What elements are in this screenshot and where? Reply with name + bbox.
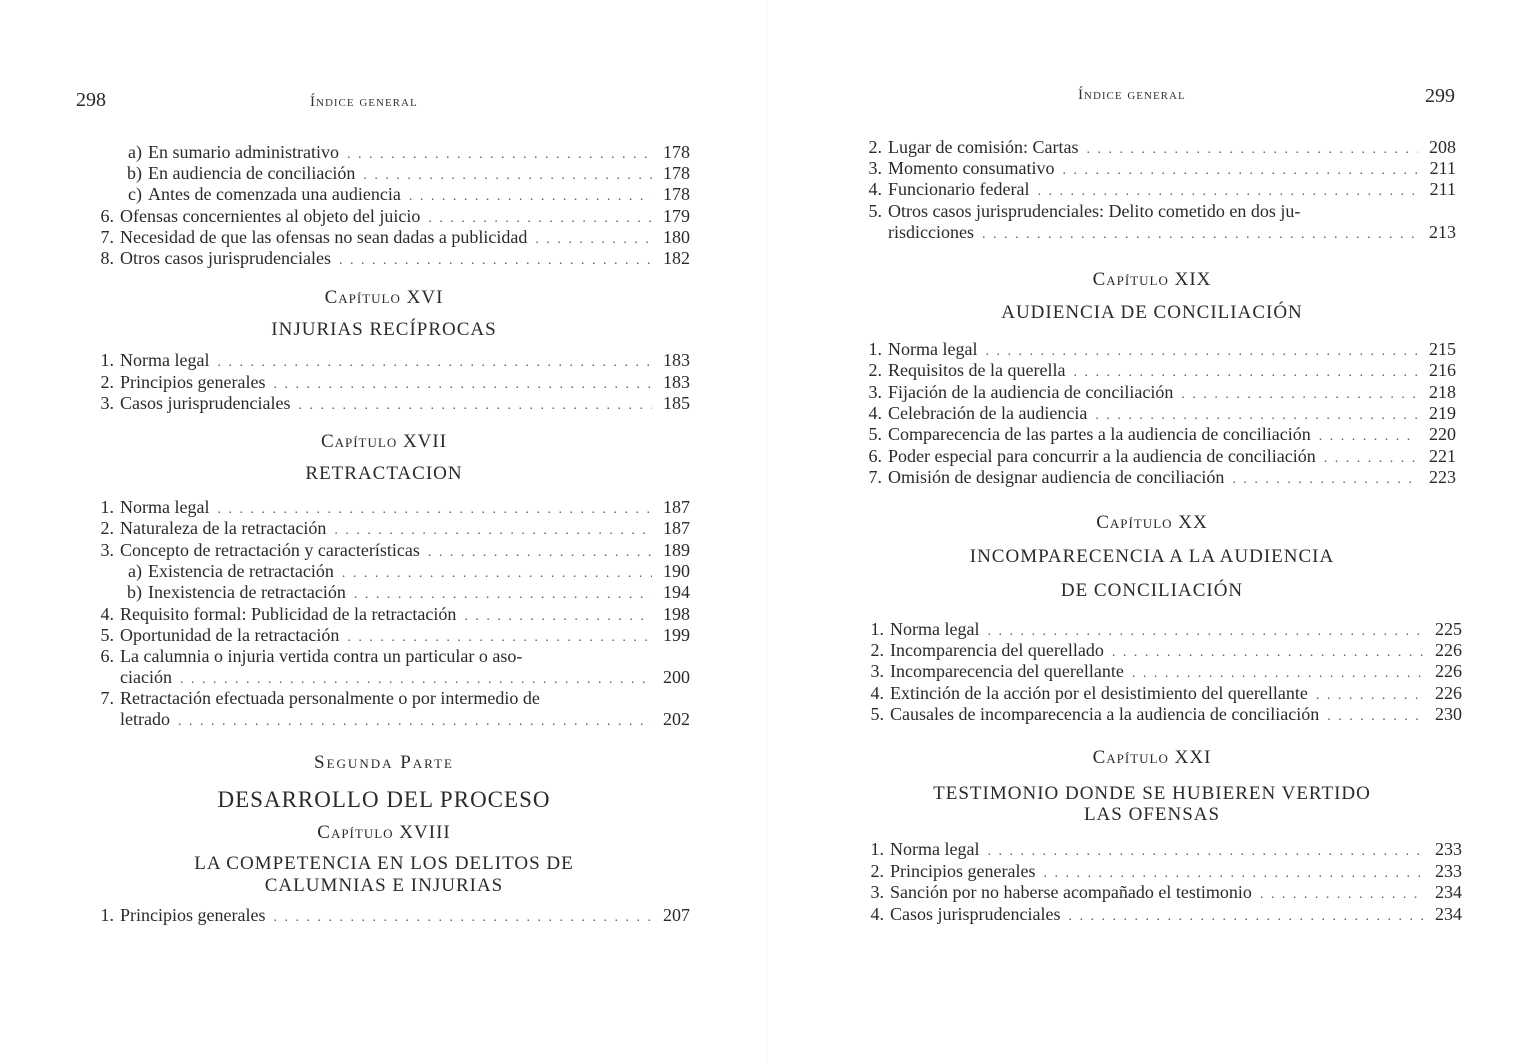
dot-leader: [1327, 707, 1424, 727]
toc-entry[interactable]: [856, 339, 1456, 362]
chapter-title: LA COMPETENCIA EN LOS DELITOS DE: [194, 853, 574, 874]
toc-entry-number: b): [127, 163, 142, 184]
toc-entry-number: 4.: [870, 903, 884, 924]
toc-entry-number: 4.: [100, 603, 114, 624]
toc-entry-number: a): [128, 142, 142, 162]
toc-page-number: 208: [1429, 137, 1456, 157]
toc-page-number: 200: [663, 667, 690, 687]
toc-page-number: 187: [663, 497, 690, 517]
toc-page-number: 189: [663, 539, 690, 560]
toc-entry[interactable]: [88, 905, 690, 928]
toc-entry-label: Extinción de la acción por el desistimiento del querellante: [890, 682, 1308, 703]
toc-entry-label: Casos jurisprudenciales: [890, 903, 1061, 924]
toc-entry-line: La calumnia o injuria vertida contra un particular o aso-: [120, 646, 523, 666]
toc-entry-number: 6.: [100, 646, 114, 666]
toc-page-number: 219: [1429, 402, 1456, 423]
toc-page-number: 198: [663, 603, 690, 624]
toc-entry-number: 7.: [868, 466, 882, 487]
toc-entry-label: Norma legal: [888, 339, 978, 359]
dot-leader: [1068, 907, 1424, 927]
toc-entry-label: Norma legal: [120, 350, 210, 370]
toc-page-number: 233: [1435, 839, 1462, 859]
toc-entry[interactable]: [116, 163, 690, 186]
right-page: [768, 0, 1536, 1061]
toc-entry-label: Momento consumativo: [888, 158, 1055, 179]
toc-entry[interactable]: [88, 206, 690, 229]
toc-entry[interactable]: [858, 619, 1462, 642]
toc-page-number: 183: [663, 371, 690, 392]
toc-entry-number: 2.: [100, 371, 114, 392]
toc-entry[interactable]: [88, 393, 690, 416]
toc-entry-number: b): [127, 582, 142, 603]
toc-page-number: 233: [1435, 860, 1462, 881]
toc-entry-label: ciación: [120, 667, 172, 687]
toc-entry-number: 5.: [100, 624, 114, 645]
dot-leader: [1062, 161, 1418, 181]
chapter-title: CALUMNIAS E INJURIAS: [264, 875, 504, 896]
toc-entry-label: En sumario administrativo: [148, 142, 339, 162]
chapter-label: Capítulo XXI: [1092, 747, 1212, 768]
dot-leader: [1095, 406, 1418, 426]
part-label: Segunda Parte: [314, 752, 454, 773]
toc-entry-label: Existencia de retractación: [148, 560, 334, 581]
toc-entry-line: Retractación efectuada personalmente o por intermedio de: [120, 688, 540, 708]
dot-leader: [1260, 885, 1424, 905]
toc-entry-label: Otros casos jurisprudenciales: [120, 248, 331, 268]
dot-leader: [1232, 470, 1418, 490]
toc-entry[interactable]: [856, 137, 1456, 160]
toc-entry-label: Lugar de comisión: Cartas: [888, 137, 1079, 157]
toc-page-number: 225: [1435, 619, 1462, 639]
toc-page-number: 211: [1429, 158, 1456, 179]
dot-leader: [1112, 643, 1424, 663]
toc-entry-number: 5.: [870, 703, 884, 724]
toc-entry-number: 1.: [100, 350, 114, 370]
toc-page-number: 178: [663, 142, 690, 162]
dot-leader: [1043, 864, 1424, 884]
toc-entry-number: 5.: [868, 424, 882, 445]
toc-entry-label: risdicciones: [888, 222, 974, 242]
toc-entry-label: Fijación de la audiencia de conciliación: [888, 381, 1174, 402]
toc-page-number: 179: [663, 205, 690, 226]
dot-leader: [217, 353, 652, 373]
dot-leader: [1037, 182, 1418, 202]
toc-entry-label: Sanción por no haberse acompañado el testimonio: [890, 882, 1252, 902]
toc-entry-number: 1.: [868, 339, 882, 359]
page-number: 298: [76, 89, 106, 111]
toc-entry[interactable]: [116, 582, 690, 605]
dot-leader: [1319, 427, 1418, 447]
toc-page-number: 223: [1429, 466, 1456, 487]
toc-entry-label: Antes de comenzada una audiencia: [148, 184, 401, 205]
toc-entry-label: Requisito formal: Publicidad de la retractación: [120, 603, 457, 624]
toc-entry-number: 2.: [100, 518, 114, 539]
toc-page-number: 199: [663, 624, 690, 645]
toc-entry-label: Funcionario federal: [888, 179, 1030, 200]
toc-entry-number: 4.: [870, 682, 884, 703]
toc-entry-label: Comparecencia de las partes a la audiencia de conciliación: [888, 424, 1311, 445]
toc-page-number: 234: [1435, 903, 1462, 924]
toc-entry-number: 1.: [100, 905, 114, 925]
toc-page-number: 230: [1435, 703, 1462, 724]
toc-entry[interactable]: [858, 683, 1462, 706]
chapter-title: INCOMPARECENCIA A LA AUDIENCIA: [969, 546, 1335, 567]
toc-entry[interactable]: [856, 382, 1456, 405]
toc-entry-number: 5.: [868, 201, 882, 221]
chapter-title: DE CONCILIACIÓN: [1060, 580, 1244, 601]
toc-entry-label: Requisitos de la querella: [888, 360, 1066, 381]
dot-leader: [347, 628, 652, 648]
toc-entry[interactable]: [856, 446, 1456, 469]
dot-leader: [180, 670, 652, 690]
toc-entry-label: Incomparecencia del querellante: [890, 661, 1124, 682]
toc-entry-number: 3.: [868, 158, 882, 179]
toc-entry[interactable]: [858, 861, 1462, 884]
dot-leader: [273, 375, 652, 395]
toc-entry[interactable]: [116, 561, 690, 584]
toc-entry-label: Causales de incomparecencia a la audiencia de conciliación: [890, 703, 1320, 724]
dot-leader: [985, 342, 1418, 362]
dot-leader: [1073, 363, 1418, 383]
dot-leader: [464, 607, 652, 627]
toc-entry[interactable]: [88, 518, 690, 541]
toc-entry[interactable]: [856, 424, 1456, 447]
toc-entry-number: 8.: [100, 248, 114, 268]
toc-page-number: 185: [663, 393, 690, 413]
toc-page-number: 187: [663, 518, 690, 539]
toc-entry[interactable]: [856, 179, 1456, 202]
toc-page-number: 215: [1429, 339, 1456, 359]
toc-entry-label: Casos jurisprudenciales: [120, 393, 291, 413]
chapter-label: Capítulo XIX: [1092, 269, 1212, 290]
toc-page-number: 220: [1429, 424, 1456, 445]
part-title: DESARROLLO DEL PROCESO: [217, 787, 551, 812]
toc-entry-line: Otros casos jurisprudenciales: Delito cometido en dos ju-: [888, 201, 1301, 221]
toc-entry-label: letrado: [120, 709, 170, 729]
running-head: Índice general: [310, 94, 418, 110]
toc-entry-number: 4.: [868, 179, 882, 200]
toc-entry[interactable]: [88, 227, 690, 250]
toc-entry-label: Principios generales: [890, 860, 1036, 881]
dot-leader: [273, 908, 652, 928]
running-head: Índice general: [1078, 87, 1186, 103]
dot-leader: [363, 166, 652, 186]
toc-page-number: 216: [1429, 360, 1456, 381]
toc-page-number: 218: [1429, 381, 1456, 402]
toc-entry-label: Necesidad de que las ofensas no sean dadas a publicidad: [120, 226, 528, 247]
dot-leader: [347, 145, 652, 165]
chapter-label: Capítulo XVI: [324, 287, 444, 308]
toc-page-number: 178: [663, 184, 690, 205]
toc-entry[interactable]: [856, 158, 1456, 181]
dot-leader: [342, 564, 652, 584]
chapter-label: Capítulo XVIII: [317, 822, 451, 843]
toc-page-number: 178: [663, 163, 690, 184]
toc-entry[interactable]: [858, 661, 1462, 684]
toc-entry[interactable]: [88, 709, 690, 732]
toc-page-number: 226: [1435, 682, 1462, 703]
toc-entry[interactable]: [856, 403, 1456, 426]
toc-entry-label: Norma legal: [120, 497, 210, 517]
page-number: 299: [1425, 85, 1455, 107]
toc-entry[interactable]: [88, 350, 690, 373]
toc-entry-number: 3.: [100, 393, 114, 413]
dot-leader: [178, 712, 652, 732]
dot-leader: [428, 209, 652, 229]
toc-page-number: 182: [663, 248, 690, 268]
toc-page-number: 207: [663, 905, 690, 925]
toc-page-number: 180: [663, 226, 690, 247]
toc-entry-number: a): [128, 560, 142, 581]
toc-entry-number: 6.: [100, 205, 114, 226]
dot-leader: [1181, 385, 1418, 405]
toc-entry-label: Norma legal: [890, 839, 980, 859]
toc-page-number: 190: [663, 560, 690, 581]
toc-entry-number: 3.: [868, 381, 882, 402]
dot-leader: [1086, 140, 1418, 160]
toc-entry-label: Ofensas concernientes al objeto del juicio: [120, 205, 421, 226]
toc-entry[interactable]: [856, 467, 1456, 490]
chapter-title: LAS OFENSAS: [1083, 804, 1221, 825]
toc-entry-label: Principios generales: [120, 371, 266, 392]
dot-leader: [354, 585, 652, 605]
toc-entry[interactable]: [856, 222, 1456, 245]
toc-entry-label: En audiencia de conciliación: [148, 163, 356, 184]
toc-entry-number: 2.: [868, 360, 882, 381]
toc-page-number: 213: [1429, 222, 1456, 242]
toc-page-number: 202: [663, 709, 690, 729]
toc-entry-label: Naturaleza de la retractación: [120, 518, 327, 539]
dot-leader: [535, 230, 652, 250]
toc-entry-label: Oportunidad de la retractación: [120, 624, 340, 645]
toc-entry-label: Concepto de retractación y características: [120, 539, 420, 560]
toc-entry-label: Principios generales: [120, 905, 266, 925]
toc-entry[interactable]: [116, 184, 690, 207]
toc-page-number: 221: [1429, 445, 1456, 466]
dot-leader: [339, 251, 652, 271]
toc-page-number: 226: [1435, 640, 1462, 661]
dot-leader: [1324, 449, 1418, 469]
toc-entry-label: Celebración de la audiencia: [888, 402, 1088, 423]
toc-entry-label: Incomparencia del querellado: [890, 640, 1104, 661]
toc-entry-label: Poder especial para concurrir a la audiencia de conciliación: [888, 445, 1316, 466]
toc-entry[interactable]: [88, 248, 690, 271]
dot-leader: [987, 622, 1424, 642]
toc-entry[interactable]: [88, 667, 690, 690]
dot-leader: [1316, 686, 1424, 706]
toc-entry-label: Norma legal: [890, 619, 980, 639]
toc-entry[interactable]: [858, 839, 1462, 862]
toc-entry[interactable]: [858, 640, 1462, 663]
chapter-title: TESTIMONIO DONDE SE HUBIEREN VERTIDO: [933, 783, 1371, 804]
dot-leader: [987, 842, 1424, 862]
toc-entry-number: 3.: [100, 539, 114, 560]
toc-entry-label: Omisión de designar audiencia de conciliación: [888, 466, 1225, 487]
toc-entry-number: 7.: [100, 226, 114, 247]
toc-entry-number: 2.: [870, 860, 884, 881]
toc-entry[interactable]: [88, 497, 690, 520]
toc-entry-number: 3.: [870, 661, 884, 682]
toc-entry-number: 1.: [870, 839, 884, 859]
toc-entry[interactable]: [88, 372, 690, 395]
toc-entry[interactable]: [88, 625, 690, 648]
toc-entry-number: 3.: [870, 882, 884, 902]
toc-entry[interactable]: [116, 142, 690, 165]
toc-page-number: 183: [663, 350, 690, 370]
toc-entry[interactable]: [88, 604, 690, 627]
toc-entry-number: 1.: [870, 619, 884, 639]
toc-page-number: 226: [1435, 661, 1462, 682]
toc-entry-number: c): [128, 184, 142, 205]
dot-leader: [409, 187, 652, 207]
toc-entry-label: Inexistencia de retractación: [148, 582, 346, 603]
toc-page-number: 234: [1435, 882, 1462, 902]
toc-entry[interactable]: [858, 704, 1462, 727]
toc-entry-number: 4.: [868, 402, 882, 423]
dot-leader: [1132, 664, 1424, 684]
toc-entry-number: 7.: [100, 688, 114, 708]
toc-entry[interactable]: [88, 540, 690, 563]
chapter-title: RETRACTACION: [305, 463, 463, 484]
chapter-title: AUDIENCIA DE CONCILIACIÓN: [1001, 302, 1303, 323]
toc-entry[interactable]: [858, 904, 1462, 927]
dot-leader: [217, 500, 652, 520]
toc-page-number: 194: [663, 582, 690, 603]
toc-page-number: 211: [1429, 179, 1456, 200]
toc-entry-number: 6.: [868, 445, 882, 466]
dot-leader: [298, 396, 652, 416]
chapter-label: Capítulo XX: [1096, 512, 1208, 533]
toc-entry-number: 1.: [100, 497, 114, 517]
chapter-title: INJURIAS RECÍPROCAS: [271, 319, 497, 340]
chapter-label: Capítulo XVII: [320, 431, 448, 452]
toc-entry-number: 2.: [868, 137, 882, 157]
dot-leader: [982, 225, 1418, 245]
dot-leader: [428, 543, 652, 563]
toc-entry-number: 2.: [870, 640, 884, 661]
toc-entry[interactable]: [856, 360, 1456, 383]
dot-leader: [334, 521, 652, 541]
toc-entry[interactable]: [858, 882, 1462, 905]
